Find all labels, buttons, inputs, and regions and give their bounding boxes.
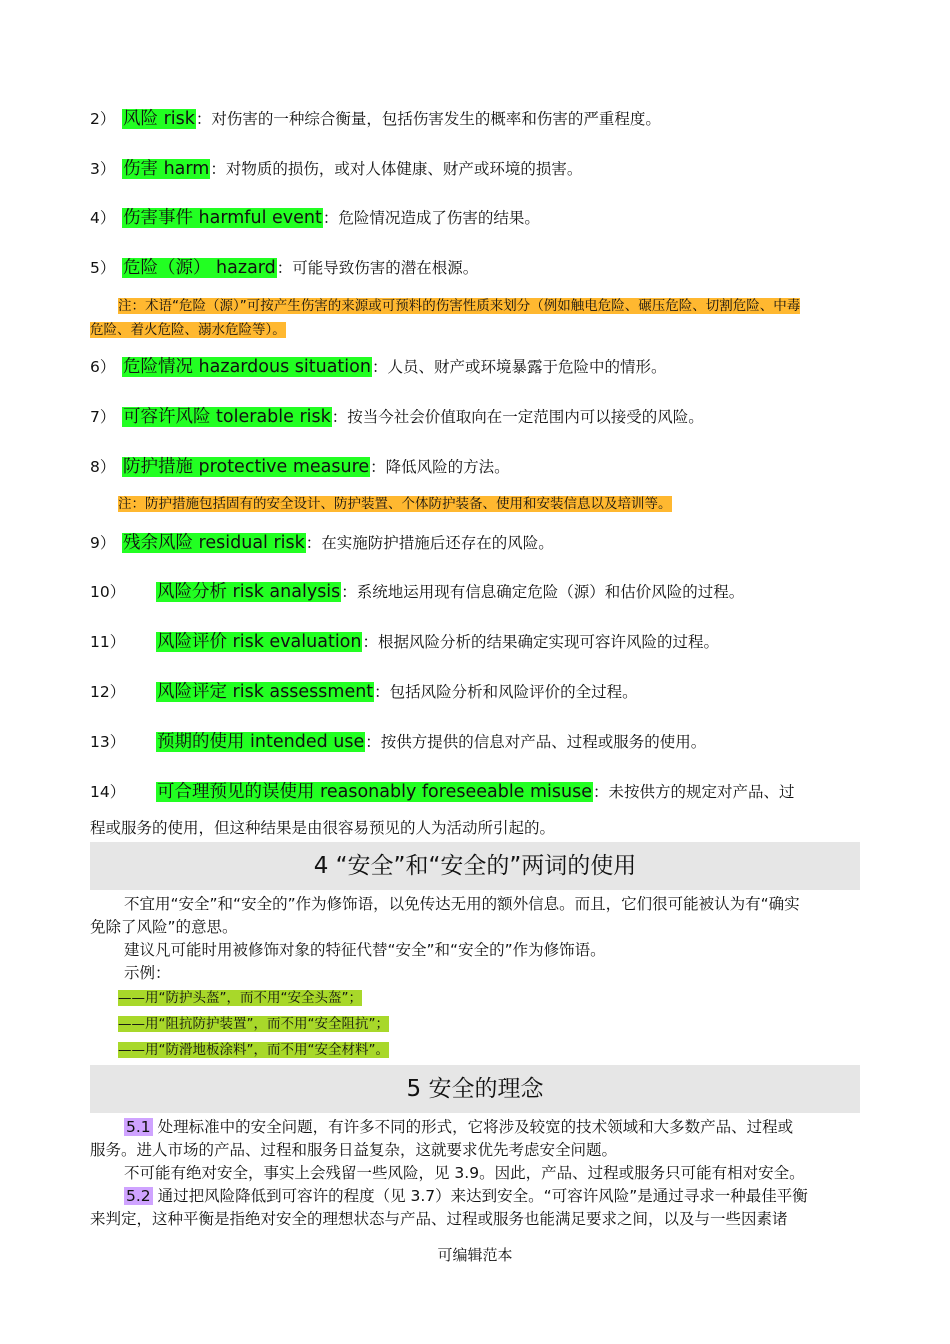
definition-text: ：在实施防护措施后还存在的风险。 (305, 534, 554, 552)
paragraph-text: 处理标准中的安全问题，有许多不同的形式，它将涉及较宽的技术领域和大多数产品、过程或 (152, 1118, 794, 1136)
definition-intended-use (90, 731, 706, 753)
definition-text: ：包括风险分析和风险评价的全过程。 (374, 683, 638, 701)
definition-hazardous-situation (90, 356, 666, 378)
definition-text: ：未按供方的规定对产品、过 (593, 783, 795, 801)
definition-text: ：系统地运用现有信息确定危险（源）和估价风险的过程。 (341, 583, 745, 601)
item-number: 11） (90, 633, 126, 651)
definition-protective-measure (90, 456, 510, 478)
clause-number: 5.1 (126, 1118, 151, 1136)
example-label: 示例： (124, 964, 171, 982)
section-4-heading: 4 “安全”和“安全的”两词的使用 (90, 842, 860, 890)
term-highlight: 残余风险 residual risk (123, 533, 305, 553)
definition-foreseeable-misuse (90, 781, 795, 803)
paragraph-text: 服务。进人市场的产品、过程和服务日益复杂，这就要求优先考虑安全问题。 (90, 1141, 618, 1159)
section-5-body (90, 1116, 860, 1231)
item-number: 4） (90, 209, 116, 227)
definition-residual-risk (90, 532, 554, 554)
definition-text: ：对物质的损伤，或对人体健康、财产或环境的损害。 (210, 160, 583, 178)
paragraph-text: 不宜用“安全”和“安全的”作为修饰语，以免传达无用的额外信息。而且，它们很可能被认为有“确实 (124, 895, 800, 913)
item-number: 12） (90, 683, 126, 701)
paragraph-text: 建议凡可能时用被修饰对象的特征代替“安全”和“安全的”作为修饰语。 (124, 941, 606, 959)
note-hazard (90, 294, 860, 342)
item-number: 13） (90, 733, 126, 751)
definition-harmful-event (90, 207, 540, 229)
item-number: 10） (90, 583, 126, 601)
item-number: 5） (90, 259, 116, 277)
clause-number: 5.2 (126, 1187, 151, 1205)
note-text: 注：防护措施包括固有的安全设计、防护装置、个体防护装备、使用和安装信息以及培训等。 (118, 496, 672, 512)
term-highlight: 风险评定 risk assessment (157, 682, 374, 702)
example-item: ——用“阻抗防护装置”，而不用“安全阻抗”； (118, 1016, 389, 1032)
definition-text: ：根据风险分析的结果确定实现可容许风险的过程。 (362, 633, 719, 651)
definition-harm (90, 158, 582, 180)
page-footer: 可编辑范本 (437, 1246, 513, 1264)
term-highlight: 可容许风险 tolerable risk (123, 407, 331, 427)
item-number: 3） (90, 160, 116, 178)
term-highlight: 防护措施 protective measure (123, 457, 370, 477)
definition-text: ：降低风险的方法。 (370, 458, 510, 476)
definition-text: ：人员、财产或环境暴露于危险中的情形。 (371, 358, 667, 376)
example-item: ——用“防滑地板涂料”，而不用“安全材料”。 (118, 1042, 389, 1058)
paragraph-text: 免除了风险”的意思。 (90, 918, 238, 936)
item-number: 14） (90, 783, 126, 801)
term-highlight: 危险（源） hazard (123, 258, 276, 278)
item-number: 6） (90, 358, 116, 376)
definition-text: ：按当今社会价值取向在一定范围内可以接受的风险。 (331, 408, 704, 426)
term-highlight: 风险 risk (123, 109, 195, 129)
paragraph-text: 不可能有绝对安全，事实上会残留一些风险，见 3.9。因此，产品、过程或服务只可能有相对安全。 (124, 1164, 805, 1182)
definition-text: ：危险情况造成了伤害的结果。 (322, 209, 540, 227)
term-highlight: 危险情况 hazardous situation (123, 357, 371, 377)
term-highlight: 伤害事件 harmful event (123, 208, 322, 228)
item-number: 7） (90, 408, 116, 426)
note-text: 注：术语“危险（源）”可按产生伤害的来源或可预料的伤害性质来划分（例如触电危险、碾压危险、切割危险、中毒 (118, 298, 801, 314)
term-highlight: 伤害 harm (123, 159, 210, 179)
definition-risk-analysis (90, 581, 744, 603)
example-item: ——用“防护头盔”，而不用“安全头盔”； (118, 990, 362, 1006)
definition-hazard (90, 257, 478, 279)
definition-text: ：按供方提供的信息对产品、过程或服务的使用。 (365, 733, 707, 751)
definition-tolerable-risk (90, 406, 704, 428)
definition-risk-assessment (90, 681, 638, 703)
term-highlight: 风险分析 risk analysis (157, 582, 341, 602)
term-highlight: 可合理预见的误使用 reasonably foreseeable misuse (157, 782, 593, 802)
definition-text: ：可能导致伤害的潜在根源。 (276, 259, 479, 277)
definition-continuation: 程或服务的使用，但这种结果是由很容易预见的人为活动所引起的。 (90, 819, 556, 837)
paragraph-text: 通过把风险降低到可容许的程度（见 3.7）来达到安全。“可容许风险”是通过寻求一种最佳平衡 (152, 1187, 808, 1205)
note-text: 危险、着火危险、溺水危险等）。 (90, 322, 286, 338)
item-number: 8） (90, 458, 116, 476)
definition-risk (90, 108, 661, 130)
paragraph-text: 来判定，这种平衡是指绝对安全的理想状态与产品、过程或服务也能满足要求之间，以及与一些因素诸 (90, 1210, 788, 1228)
definition-risk-evaluation (90, 631, 719, 653)
item-number: 2） (90, 110, 116, 128)
item-number: 9） (90, 534, 116, 552)
term-highlight: 预期的使用 intended use (157, 732, 365, 752)
section-4-body (90, 893, 860, 1063)
term-highlight: 风险评价 risk evaluation (157, 632, 362, 652)
definition-text: ：对伤害的一种综合衡量，包括伤害发生的概率和伤害的严重程度。 (195, 110, 661, 128)
section-5-heading: 5 安全的理念 (90, 1065, 860, 1113)
note-protective (90, 492, 860, 516)
